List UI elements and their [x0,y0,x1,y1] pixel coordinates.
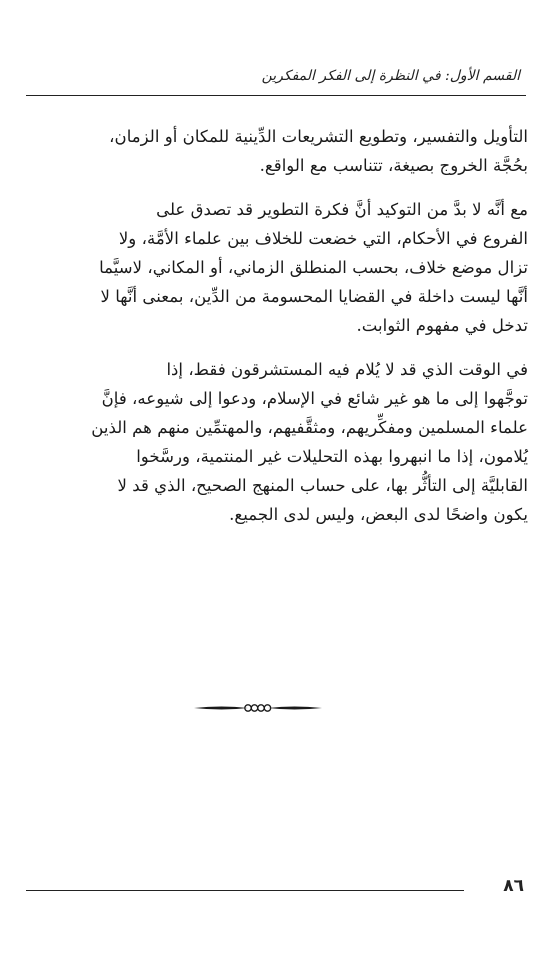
running-header [26,66,526,96]
text-line: التأويل والتفسير، وتطويع التشريعات الدِّينية للمكان أو الزمان، [109,127,528,146]
text-line: يكون واضحًا لدى البعض، وليس لدى الجميع. [229,505,528,524]
text-line: علماء المسلمين ومفكِّريهم، ومثقَّفيهم، والمهتمِّين منهم هم الذين [91,418,528,437]
header-rule [26,95,526,96]
paragraph-3 [22,355,528,529]
page-number: ٨٦ [503,876,524,896]
text-line: بحُجَّة الخروج بصيغة، تتناسب مع الواقع. [259,156,528,175]
text-line: القابليَّة إلى التأثُّر بها، على حساب المنهج الصحيح، الذي قد لا [117,476,528,495]
text-line: تزال موضع خلاف، بحسب المنطلق الزماني، أو المكاني، لاسيَّما [99,258,528,277]
text-line: تدخل في مفهوم الثوابت. [356,316,528,335]
paragraph-2 [22,195,528,340]
paragraph-1 [22,122,528,180]
text-line: في الوقت الذي قد لا يُلام فيه المستشرقون فقط، إذا [166,360,528,379]
decorative-divider-icon [192,696,324,720]
page-body [22,122,528,544]
text-line: أنَّها ليست داخلة في القضايا المحسومة من الدِّين، بمعنى أنَّها لا [100,287,528,306]
running-title: القسم الأول: في النظرة إلى الفكر المفكرين [261,68,520,84]
text-line: توجَّهوا إلى ما هو غير شائع في الإسلام، ودعوا إلى شيوعه، فإنَّ [101,389,528,408]
footer-rule [26,890,464,891]
text-line: يُلامون، إذا ما انبهروا بهذه التحليلات غير المنتمية، ورسَّخوا [136,447,528,466]
page-footer [26,876,526,902]
text-line: الفروع في الأحكام، التي خضعت للخلاف بين علماء الأمَّة، ولا [118,229,528,248]
text-line: مع أنَّه لا بدَّ من التوكيد أنَّ فكرة التطوير قد تصدق على [156,200,528,219]
